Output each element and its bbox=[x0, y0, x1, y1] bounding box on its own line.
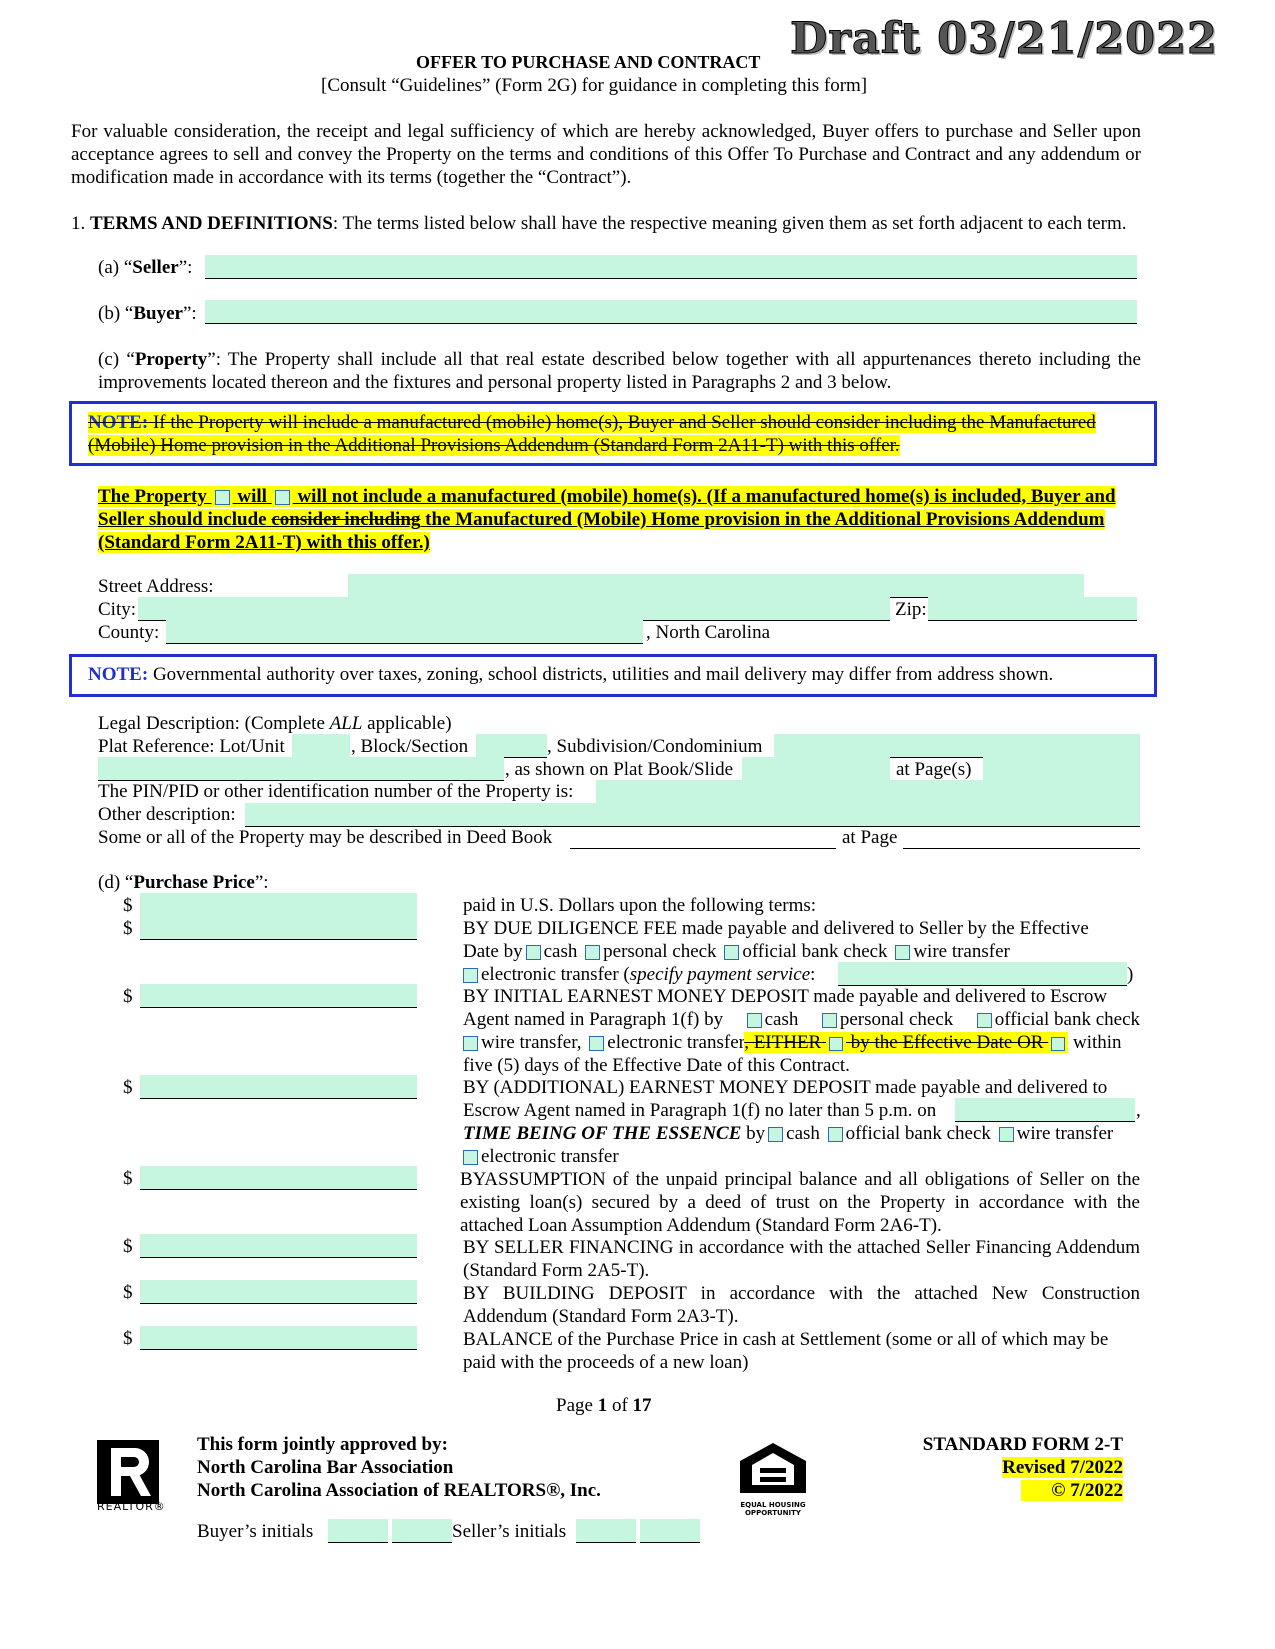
intro-paragraph: For valuable consideration, the receipt and legal sufficiency of which are hereby acknowledged, Buyer offers to purchase and Seller upon acceptance agrees to sell and convey the Property on the terms and conditions of this Offer To Purchase and Contract and any addendum or modification made in accordance with its terms (together the “Contract”). bbox=[71, 121, 1141, 188]
initial-em-methods-2: wire transfer, electronic transfer, EITHER by the Effective Date OR within bbox=[463, 1032, 1140, 1054]
dd-official-bank-check-checkbox[interactable] bbox=[724, 945, 739, 960]
deed-page-field[interactable] bbox=[903, 826, 1140, 849]
seller-initials-label: Seller’s initials bbox=[452, 1521, 567, 1542]
either-checkbox[interactable] bbox=[829, 1037, 843, 1051]
realtor-logo-text: REALTOR® bbox=[97, 1500, 166, 1513]
due-diligence-line1: BY DUE DILIGENCE FEE made payable and delivered to Seller by the Effective bbox=[463, 918, 1089, 939]
draft-stamp: Draft 03/21/2022 bbox=[790, 14, 1218, 64]
section-1-intro: 1. TERMS AND DEFINITIONS: The terms listed below shall have the respective meaning given them as set forth adjacent to each term. bbox=[71, 213, 1127, 234]
or-checkbox[interactable] bbox=[1051, 1037, 1065, 1051]
other-description-field[interactable] bbox=[245, 803, 1140, 827]
seller-label: (a) “Seller”: bbox=[98, 257, 193, 278]
seller-initials-field-1[interactable] bbox=[576, 1519, 636, 1543]
additional-em-line1: BY (ADDITIONAL) EARNEST MONEY DEPOSIT made payable and delivered to bbox=[463, 1077, 1108, 1098]
pin-field[interactable] bbox=[596, 780, 1140, 804]
street-label: Street Address: bbox=[98, 576, 214, 597]
other-description-label: Other description: bbox=[98, 804, 236, 825]
will-checkbox[interactable] bbox=[215, 490, 230, 505]
additional-earnest-money-field[interactable] bbox=[140, 1075, 417, 1099]
close-paren: ) bbox=[1127, 964, 1134, 985]
comma: , bbox=[1136, 1100, 1141, 1121]
form-identifier: STANDARD FORM 2-T Revised 7/2022 © 7/2022 bbox=[922, 1434, 1123, 1501]
buyer-initials-field-1[interactable] bbox=[328, 1519, 388, 1543]
lot-unit-field[interactable] bbox=[292, 734, 350, 758]
plat-book-field[interactable] bbox=[742, 757, 890, 781]
realtor-r-icon bbox=[97, 1440, 159, 1504]
will-not-checkbox[interactable] bbox=[275, 490, 290, 505]
em-official-bank-check-checkbox[interactable] bbox=[977, 1013, 992, 1028]
zip-label: Zip: bbox=[895, 599, 927, 620]
city-label: City: bbox=[98, 599, 137, 620]
realtor-logo bbox=[97, 1440, 159, 1504]
deed-page-label: at Page bbox=[842, 827, 898, 848]
block-label: , Block/Section bbox=[351, 736, 469, 757]
plat-book-label: , as shown on Plat Book/Slide bbox=[505, 759, 734, 780]
additional-em-line2: Escrow Agent named in Paragraph 1(f) no later than 5 p.m. on bbox=[463, 1100, 937, 1121]
purchase-price-label: (d) “Purchase Price”: bbox=[98, 872, 269, 893]
seller-financing-amount-field[interactable] bbox=[140, 1234, 417, 1258]
equal-housing-icon bbox=[736, 1441, 810, 1495]
note-mobile-home: NOTE: If the Property will include a manufactured (mobile) home(s), Buyer and Seller should consider including the Manufactured (Mobile) Home provision in the Additional Provisions Addendum (Standard Form 2A11-T) with this offer. bbox=[88, 412, 1096, 456]
payment-service-field[interactable] bbox=[838, 962, 1127, 986]
equal-housing-logo: EQUAL HOUSING OPPORTUNITY bbox=[736, 1441, 810, 1517]
deed-book-field[interactable] bbox=[570, 826, 836, 849]
dollar-sign: $ bbox=[123, 1328, 133, 1349]
additional-em-electronic: electronic transfer bbox=[463, 1146, 619, 1168]
dollar-sign: $ bbox=[123, 918, 133, 939]
additional-em-methods: TIME BEING OF THE ESSENCE by cash official bank check wire transfer bbox=[463, 1123, 1114, 1144]
block-section-field[interactable] bbox=[476, 734, 547, 758]
add-official-bank-check-checkbox[interactable] bbox=[828, 1127, 843, 1142]
balance-text: BALANCE of the Purchase Price in cash at Settlement (some or all of which may be paid with the proceeds of a new loan) bbox=[463, 1329, 1109, 1373]
plat-pages-field[interactable] bbox=[983, 757, 1140, 781]
initial-em-line4: five (5) days of the Effective Date of this Contract. bbox=[463, 1055, 850, 1076]
page-number: Page 1 of 17 bbox=[556, 1395, 652, 1416]
add-cash-checkbox[interactable] bbox=[768, 1127, 783, 1142]
city-field[interactable] bbox=[138, 597, 890, 621]
initial-earnest-money-field[interactable] bbox=[140, 984, 417, 1008]
building-deposit-amount-field[interactable] bbox=[140, 1280, 417, 1304]
mobile-home-paragraph: The Property will will not include a manufactured (mobile) home(s). (If a manufactured home(s) is included, Buyer and Seller should include consider including the Manufactured (Mobile) Home provision in the Additional Provisions Addendum (Standard Form 2A11-T) with this offer.) bbox=[98, 486, 1116, 553]
seller-financing-text: BY SELLER FINANCING in accordance with the attached Seller Financing Addendum (Standard Form 2A5-T). bbox=[463, 1237, 1140, 1281]
approved-by: This form jointly approved by: North Carolina Bar Association North Carolina Association of REALTORS®, Inc. bbox=[197, 1434, 601, 1501]
legal-description-label: Legal Description: (Complete ALL applicable) bbox=[98, 713, 452, 734]
dd-wire-transfer-checkbox[interactable] bbox=[895, 945, 910, 960]
due-diligence-methods: Date by cash personal check official bank check wire transfer bbox=[463, 941, 1010, 962]
em-personal-check-checkbox[interactable] bbox=[822, 1013, 837, 1028]
assumption-text: BYASSUMPTION of the unpaid principal balance and all obligations of Seller on the existing loan(s) secured by a deed of trust on the Property in accordance with the attached Loan Assumption Addendum (Standard Form 2A6-T). bbox=[460, 1169, 1140, 1236]
initial-em-line1: BY INITIAL EARNEST MONEY DEPOSIT made payable and delivered to Escrow bbox=[463, 986, 1108, 1007]
dd-cash-checkbox[interactable] bbox=[526, 945, 541, 960]
due-diligence-electronic: electronic transfer (specify payment service: bbox=[463, 964, 815, 986]
seller-initials-field-2[interactable] bbox=[640, 1519, 700, 1543]
street-field[interactable] bbox=[348, 574, 1084, 598]
county-field[interactable] bbox=[166, 620, 643, 644]
state-suffix: , North Carolina bbox=[646, 622, 771, 643]
zip-field[interactable] bbox=[928, 597, 1137, 621]
dollar-sign: $ bbox=[123, 895, 133, 916]
buyer-label: (b) “Buyer”: bbox=[98, 303, 197, 324]
add-wire-transfer-checkbox[interactable] bbox=[999, 1127, 1014, 1142]
purchase-price-field[interactable] bbox=[140, 893, 417, 917]
em-cash-checkbox[interactable] bbox=[747, 1013, 762, 1028]
dollar-sign: $ bbox=[123, 1236, 133, 1257]
dollar-sign: $ bbox=[123, 1077, 133, 1098]
property-definition: (c) “Property”: The Property shall include all that real estate described below together with all appurtenances thereto including the improvements located thereon and the fixtures and personal property listed in Paragraphs 2 and 3 below. bbox=[98, 349, 1141, 393]
initial-em-methods: Agent named in Paragraph 1(f) by cash personal check official bank check bbox=[463, 1009, 1140, 1030]
additional-em-date-field[interactable] bbox=[955, 1098, 1135, 1122]
subdivision-field[interactable] bbox=[774, 734, 1140, 758]
deed-book-label: Some or all of the Property may be described in Deed Book bbox=[98, 827, 553, 848]
em-wire-transfer-checkbox[interactable] bbox=[463, 1036, 478, 1051]
dollar-sign: $ bbox=[123, 1168, 133, 1189]
building-deposit-text: BY BUILDING DEPOSIT in accordance with the attached New Construction Addendum (Standard Form 2A3-T). bbox=[463, 1283, 1140, 1327]
assumption-amount-field[interactable] bbox=[140, 1166, 417, 1190]
em-electronic-transfer-checkbox[interactable] bbox=[589, 1036, 604, 1051]
subdivision-label: , Subdivision/Condominium bbox=[547, 736, 763, 757]
dollar-sign: $ bbox=[123, 986, 133, 1007]
seller-field[interactable] bbox=[205, 255, 1137, 279]
due-diligence-fee-field[interactable] bbox=[140, 916, 417, 940]
form-title: OFFER TO PURCHASE AND CONTRACT bbox=[416, 52, 761, 72]
dollar-sign: $ bbox=[123, 1282, 133, 1303]
terms-intro: paid in U.S. Dollars upon the following terms: bbox=[463, 895, 817, 916]
form-subtitle: [Consult “Guidelines” (Form 2G) for guidance in completing this form] bbox=[321, 75, 868, 96]
buyer-initials-field-2[interactable] bbox=[392, 1519, 452, 1543]
subdivision-cont-field[interactable] bbox=[98, 757, 504, 781]
buyer-initials-label: Buyer’s initials bbox=[197, 1521, 314, 1542]
balance-amount-field[interactable] bbox=[140, 1326, 417, 1350]
county-label: County: bbox=[98, 622, 160, 643]
add-electronic-transfer-checkbox[interactable] bbox=[463, 1150, 478, 1165]
note-governmental: NOTE: Governmental authority over taxes, zoning, school districts, utilities and mail delivery may differ from address shown. bbox=[88, 664, 1054, 685]
pin-label: The PIN/PID or other identification number of the Property is: bbox=[98, 781, 574, 802]
plat-pages-label: at Page(s) bbox=[896, 759, 972, 780]
dd-personal-check-checkbox[interactable] bbox=[585, 945, 600, 960]
dd-electronic-transfer-checkbox[interactable] bbox=[463, 968, 478, 983]
plat-lot-label: Plat Reference: Lot/Unit bbox=[98, 736, 285, 757]
buyer-field[interactable] bbox=[205, 300, 1137, 324]
